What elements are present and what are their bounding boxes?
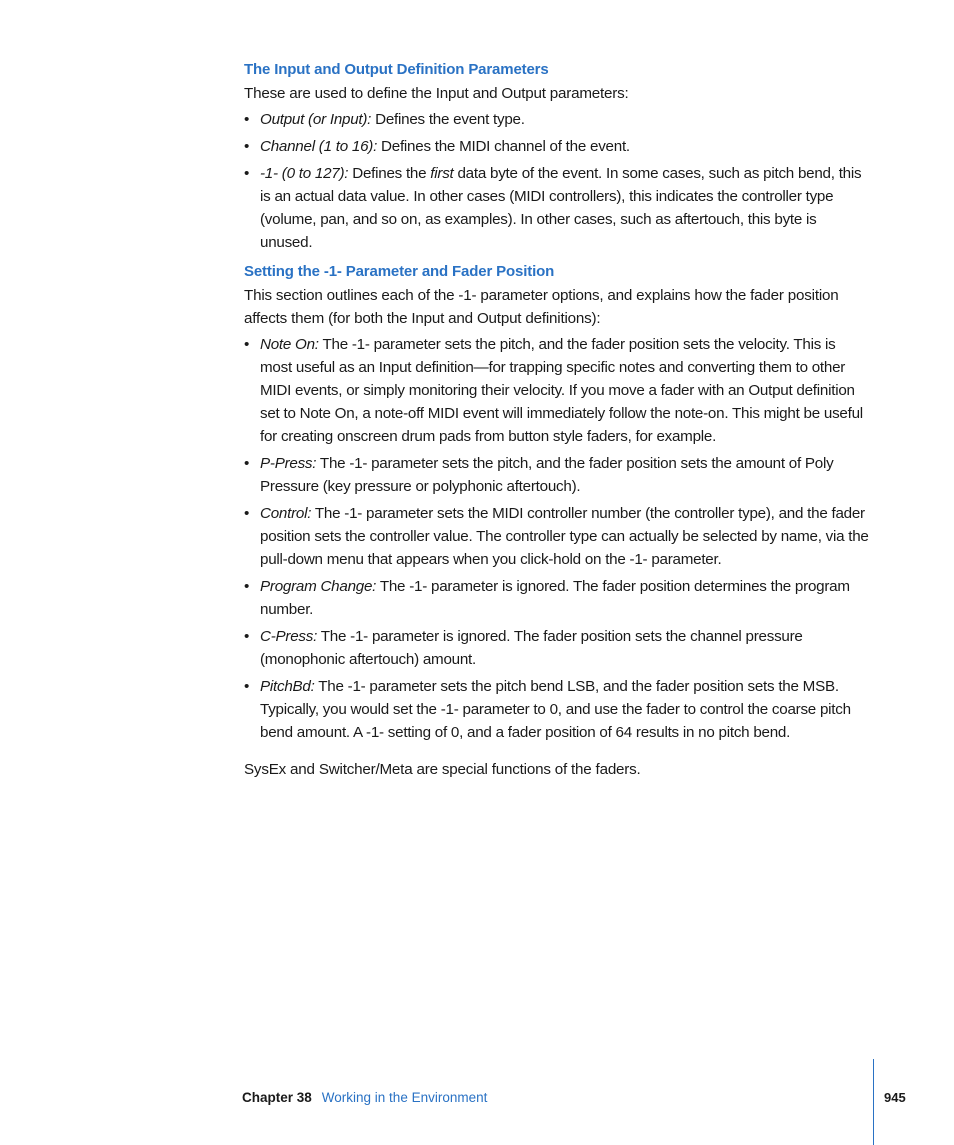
list-item-term: Channel (1 to 16): bbox=[260, 138, 378, 155]
list-item-term: Program Change: bbox=[260, 578, 377, 595]
section-heading-fader: Setting the -1- Parameter and Fader Position bbox=[244, 263, 555, 280]
list-item-term: -1- (0 to 127): bbox=[260, 165, 349, 182]
bullet-icon: • bbox=[244, 138, 250, 155]
bullet-icon: • bbox=[244, 578, 250, 595]
list-item-text: The -1- parameter sets the pitch bend LSB, and the fader position sets the MSB. Typically, you would set the -1- parameter to 0, and use the fader to control the coarse pitch bend amount. A -1- setting of 0, and a fader position of 64 results in no pitch bend. bbox=[260, 678, 851, 741]
list-item-text: The -1- parameter sets the pitch, and the fader position sets the velocity. This is most useful as an Input definition—for trapping specific notes and converting them to other MIDI events, or simply monitoring their velocity. If you move a fader with an Output definition set to Note On, a note-off MIDI event will immediately follow the note-on. This might be useful for creating onscreen drum pads from button style faders, for example. bbox=[260, 336, 863, 445]
section-intro-io: These are used to define the Input and Output parameters: bbox=[244, 85, 629, 102]
list-item bbox=[244, 162, 870, 254]
list-item-term: PitchBd: bbox=[260, 678, 315, 695]
list-item-text: Defines the event type. bbox=[371, 111, 525, 128]
section-intro-fader: This section outlines each of the -1- parameter options, and explains how the fader position affects them (for both the Input and Output definitions): bbox=[244, 287, 839, 327]
list-item-term: C-Press: bbox=[260, 628, 318, 645]
fader-parameter-list bbox=[244, 333, 870, 744]
bullet-icon: • bbox=[244, 505, 250, 522]
list-item-term: Note On: bbox=[260, 336, 319, 353]
bullet-icon: • bbox=[244, 336, 250, 353]
list-item-text: The -1- parameter sets the pitch, and the fader position sets the amount of Poly Pressure (key pressure or polyphonic aftertouch). bbox=[260, 455, 834, 495]
list-item bbox=[244, 108, 870, 131]
list-item-text: The -1- parameter is ignored. The fader position determines the program number. bbox=[260, 578, 850, 618]
bullet-icon: • bbox=[244, 165, 250, 182]
list-item-text: The -1- parameter is ignored. The fader position sets the channel pressure (monophonic aftertouch) amount. bbox=[260, 628, 803, 668]
list-item bbox=[244, 575, 870, 621]
bullet-icon: • bbox=[244, 111, 250, 128]
bullet-icon: • bbox=[244, 678, 250, 695]
list-item-text-continued: data byte of the event. In some cases, such as pitch bend, this is an actual data value. In other cases (MIDI controllers), this indicates the controller type (volume, pan, and so on, as examples). In other cases, such as aftertouch, this byte is unused. bbox=[260, 165, 862, 251]
page-number: 945 bbox=[884, 1090, 906, 1105]
list-item bbox=[244, 675, 870, 744]
list-item-text: Defines the MIDI channel of the event. bbox=[377, 138, 630, 155]
list-item bbox=[244, 452, 870, 498]
list-item bbox=[244, 502, 870, 571]
list-item-emphasis: first bbox=[430, 165, 454, 182]
page-content bbox=[244, 60, 870, 781]
footer-divider bbox=[873, 1059, 874, 1145]
section-heading-io: The Input and Output Definition Parameters bbox=[244, 61, 549, 78]
list-item bbox=[244, 135, 870, 158]
footer-chapter-title: Working in the Environment bbox=[321, 1090, 488, 1105]
list-item-term: Output (or Input): bbox=[260, 111, 372, 128]
list-item bbox=[244, 625, 870, 671]
io-parameter-list bbox=[244, 108, 870, 254]
list-item-term: P-Press: bbox=[260, 455, 317, 472]
list-item-text: The -1- parameter sets the MIDI controller number (the controller type), and the fader position sets the controller value. The controller type can actually be selected by name, via the pull-down menu that appears when you click-hold on the -1- parameter. bbox=[260, 505, 869, 568]
bullet-icon: • bbox=[244, 628, 250, 645]
page-footer bbox=[242, 1089, 487, 1106]
closing-paragraph: SysEx and Switcher/Meta are special functions of the faders. bbox=[244, 761, 641, 778]
bullet-icon: • bbox=[244, 455, 250, 472]
footer-chapter-number: Chapter 38 bbox=[242, 1090, 312, 1105]
list-item bbox=[244, 333, 870, 448]
list-item-text: Defines the bbox=[348, 165, 431, 182]
list-item-term: Control: bbox=[260, 505, 312, 522]
